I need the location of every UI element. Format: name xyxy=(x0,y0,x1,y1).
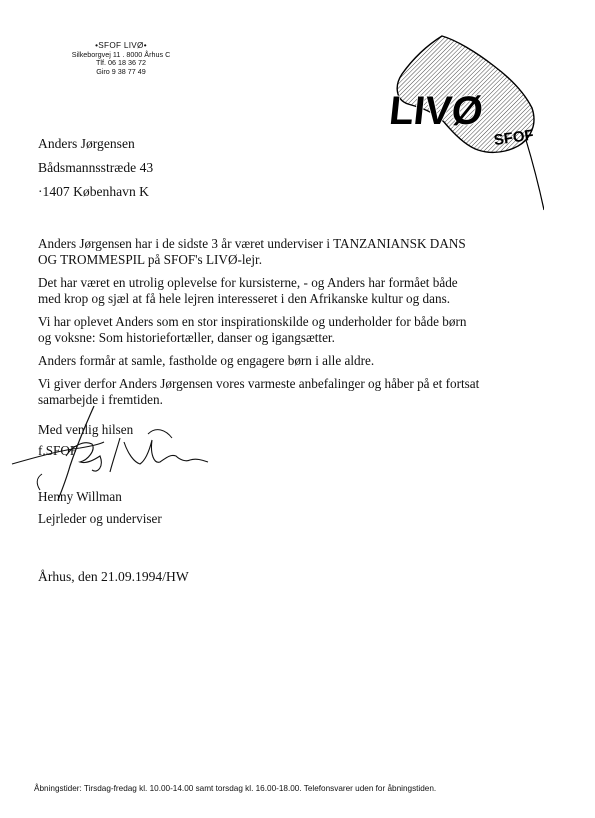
letter-body xyxy=(38,236,538,415)
paragraph-3-line-1: Vi har oplevet Anders som en stor inspirationskilde og underholder for både børn xyxy=(38,314,467,330)
signer-name: Henny Willman xyxy=(38,489,122,504)
paragraph-3 xyxy=(38,314,538,347)
paragraph-1 xyxy=(38,236,538,269)
signer-title: Lejrleder og underviser xyxy=(38,511,162,526)
footer-opening-hours: Åbningstider: Tirsdag-fredag kl. 10.00-14.00 samt torsdag kl. 16.00-18.00. Telefonsvarer uden for åbningstiden. xyxy=(34,784,437,793)
livo-sfof-logo xyxy=(384,30,544,220)
signer-block xyxy=(38,486,162,530)
paragraph-1-line-2: OG TROMMESPIL på SFOF's LIVØ-lejr. xyxy=(38,252,263,268)
paragraph-2 xyxy=(38,275,538,308)
logo-main-text: LIVØ xyxy=(387,89,486,133)
date-line: Århus, den 21.09.1994/HW xyxy=(38,569,189,584)
logo-sub-text: SFOF xyxy=(492,126,535,150)
paragraph-2-line-1: Det har været en utrolig oplevelse for kursisterne, - og Anders har formået både xyxy=(38,275,458,291)
paragraph-3-line-2: og voksne: Som historiefortæller, danser og igangsætter. xyxy=(38,330,335,346)
paragraph-5-line-2: samarbejde i fremtiden. xyxy=(38,392,163,408)
sender-giro: Giro 9 38 77 49 xyxy=(96,66,146,76)
sender-address-block xyxy=(56,42,186,76)
paragraph-1-line-1: Anders Jørgensen har i de sidste 3 år været underviser i TANZANIANSK DANS xyxy=(38,236,466,251)
recipient-street: Bådsmannsstræde 43 xyxy=(38,160,154,175)
sender-address: Silkeborgvej 11 . 8000 Århus C xyxy=(71,49,171,59)
paragraph-4-line-1: Anders formår at samle, fastholde og engagere børn i alle aldre. xyxy=(38,353,375,369)
recipient-city: ·1407 København K xyxy=(38,184,149,199)
closing-org: f.SFOF xyxy=(38,443,78,458)
recipient-address xyxy=(38,132,153,204)
sender-org: •SFOF LIVØ• xyxy=(95,41,147,50)
sender-phone: Tlf. 06 18 36 72 xyxy=(96,58,146,68)
paragraph-5-line-1: Vi giver derfor Anders Jørgensen vores varmeste anbefalinger og håber på et fortsat xyxy=(38,376,480,392)
paragraph-4 xyxy=(38,353,538,369)
paragraph-2-line-2: med krop og sjæl at få hele lejren interesseret i den Afrikanske kultur og dans. xyxy=(38,291,450,307)
recipient-name: Anders Jørgensen xyxy=(38,136,135,151)
closing-greeting: Med venlig hilsen xyxy=(38,422,134,437)
